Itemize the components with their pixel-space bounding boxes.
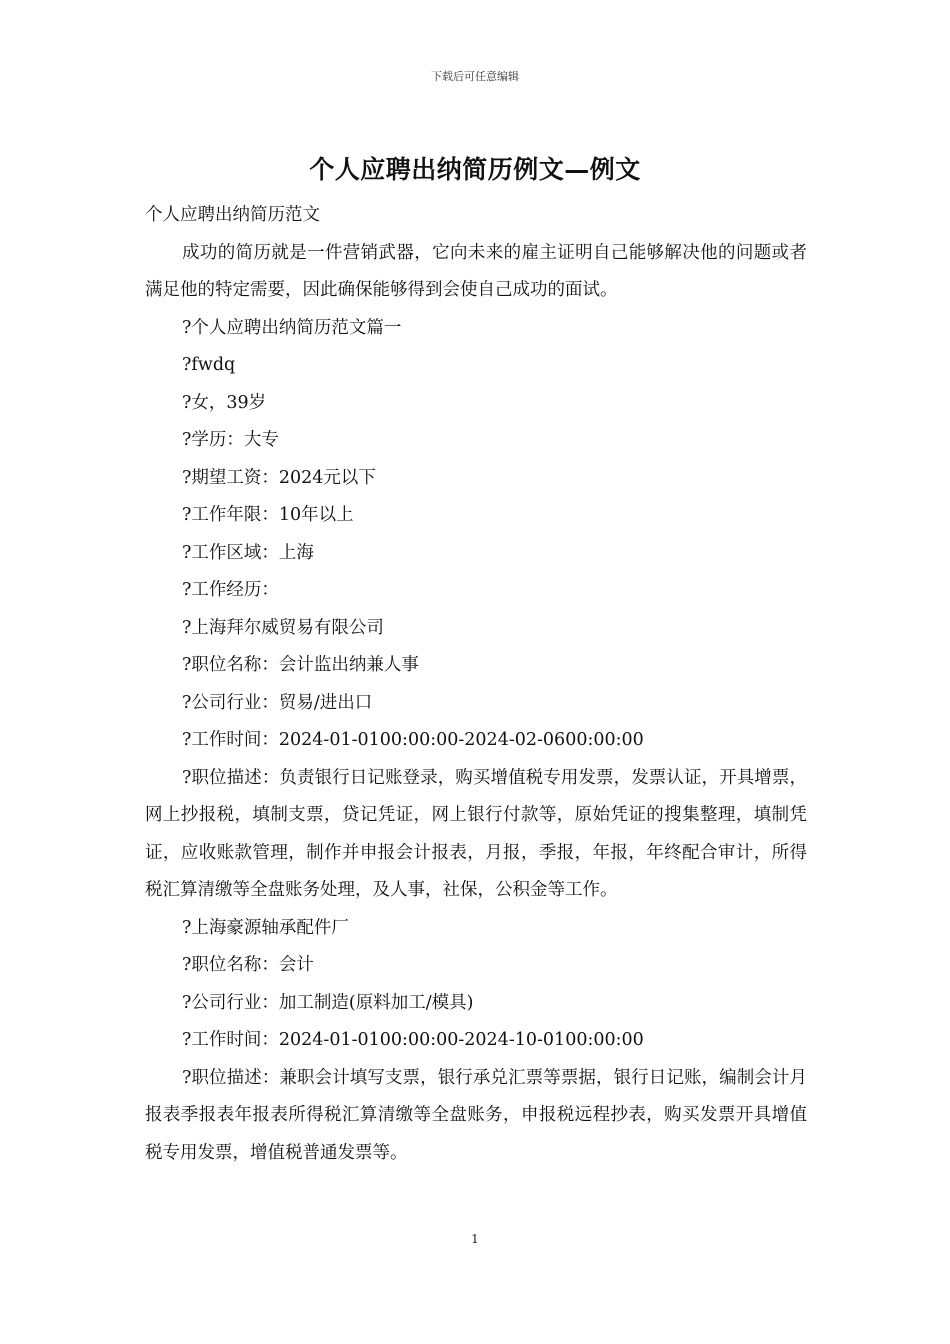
paragraph: ?职位描述：兼职会计填写支票，银行承兑汇票等票据，银行日记账，编制会计月报表季报表年报表所得税汇算清缴等全盘账务，申报税远程抄表，购买发票开具增值税专用发票，增值税普通发票等。 — [145, 1067, 807, 1163]
paragraph: ?学历：大专 — [182, 430, 279, 450]
paragraph: ?职位名称：会计监出纳兼人事 — [182, 655, 419, 675]
paragraph: ?职位名称：会计 — [182, 955, 314, 975]
paragraph: ?上海豪源轴承配件厂 — [182, 917, 349, 938]
paragraph: ?女，39岁 — [182, 392, 267, 413]
paragraph: 成功的简历就是一件营销武器，它向未来的雇主证明自己能够解决他的问题或者满足他的特定需要，因此确保能够得到会使自己成功的面试。 — [145, 242, 807, 300]
paragraph: ?公司行业：贸易/进出口 — [182, 692, 373, 713]
paragraph: ?工作经历： — [182, 580, 279, 600]
paragraph: ?公司行业：加工制造(原料加工/模具) — [182, 992, 474, 1013]
paragraph: ?工作时间：2024-01-0100:00:00-2024-10-0100:00:00 — [182, 1030, 644, 1050]
paragraph: ?个人应聘出纳简历范文篇一 — [182, 317, 402, 338]
paragraph: ?职位描述：负责银行日记账登录，购买增值税专用发票，发票认证，开具增票，网上抄报税，填制支票，贷记凭证，网上银行付款等，原始凭证的搜集整理，填制凭证，应收账款管理，制作并申报会计报表，月报，季报，年报，年终配合审计，所得税汇算清缴等全盘账务处理，及人事，社保，公积金等工作。 — [145, 767, 807, 900]
paragraph: ?工作区域：上海 — [182, 542, 314, 563]
document-title: 个人应聘出纳简历例文—例文 — [309, 155, 641, 184]
paragraph: ?工作年限：10年以上 — [182, 505, 354, 525]
header-note: 下载后可任意编辑 — [431, 70, 519, 83]
paragraph: ?工作时间：2024-01-0100:00:00-2024-02-0600:00:00 — [182, 730, 644, 750]
paragraph: ?期望工资：2024元以下 — [182, 467, 376, 488]
paragraph: ?上海拜尔威贸易有限公司 — [182, 617, 384, 638]
paragraph: 个人应聘出纳简历范文 — [145, 205, 320, 225]
page-number: 1 — [471, 1232, 479, 1246]
paragraph: ?fwdq — [182, 355, 236, 375]
document-body — [145, 197, 807, 1172]
